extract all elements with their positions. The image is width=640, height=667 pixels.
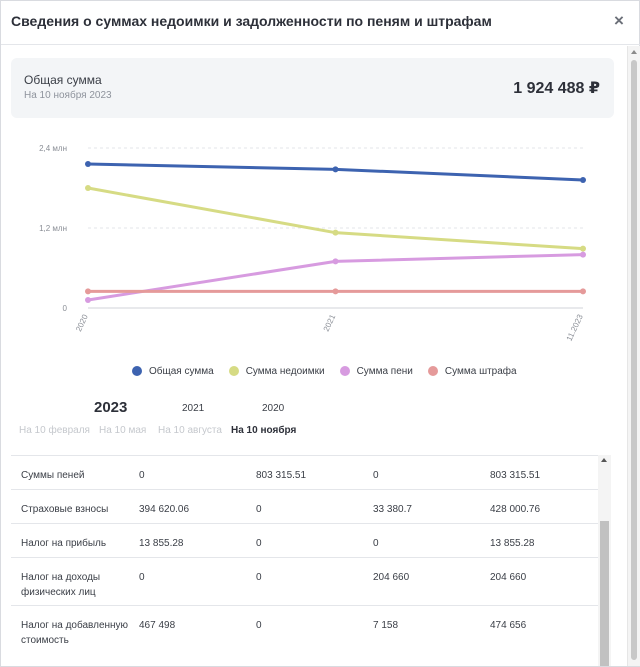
value-cell: 0 — [139, 470, 145, 481]
x-tick-label: 2021 — [321, 313, 338, 333]
data-point — [85, 297, 91, 303]
chart-svg — [1, 131, 627, 361]
x-tick-label: 2020 — [74, 313, 90, 333]
data-point — [333, 230, 339, 236]
legend-item[interactable] — [132, 366, 214, 377]
data-point — [85, 161, 91, 167]
dialog-scroll-thumb[interactable] — [631, 60, 637, 660]
table-row — [11, 558, 599, 606]
series-line — [88, 188, 583, 249]
total-summary-card — [11, 58, 614, 118]
row-label-cell: Налог на доходы физических лиц — [21, 572, 101, 598]
data-point — [580, 252, 586, 258]
summary-total-value: 1 924 488 ₽ — [513, 80, 600, 97]
year-tab[interactable]: 2020 — [262, 403, 285, 414]
value-cell: 474 656 — [490, 620, 527, 631]
table-row — [11, 456, 599, 490]
value-cell: 0 — [256, 538, 262, 549]
value-cell: 204 660 — [373, 572, 410, 583]
legend-dot — [340, 366, 350, 376]
data-point — [333, 288, 339, 294]
value-cell: 803 315.51 — [256, 470, 307, 481]
summary-label: Общая сумма — [24, 73, 102, 87]
legend-label: Общая сумма — [149, 365, 214, 377]
value-cell: 0 — [256, 620, 262, 631]
data-point — [85, 288, 91, 294]
y-tick-label: 1,2 млн — [39, 224, 67, 233]
scroll-up-arrow-icon[interactable] — [601, 458, 607, 462]
table-row — [11, 490, 599, 524]
value-cell: 204 660 — [490, 572, 527, 583]
table-scrollbar[interactable] — [598, 455, 611, 666]
value-cell: 33 380.7 — [373, 504, 412, 515]
data-point — [580, 246, 586, 252]
dialog-scrollbar[interactable] — [627, 46, 640, 666]
legend-dot — [229, 366, 239, 376]
data-point — [333, 166, 339, 172]
value-cell: 0 — [373, 470, 379, 481]
dialog-title: Сведения о суммах недоимки и задолженности по пеням и штрафам — [11, 13, 492, 29]
legend-label: Сумма недоимки — [245, 365, 325, 377]
value-cell: 394 620.06 — [139, 504, 190, 515]
legend-item[interactable] — [340, 366, 413, 377]
data-point — [333, 258, 339, 264]
legend-dot — [428, 366, 438, 376]
data-point — [580, 288, 586, 294]
date-tab[interactable]: На 10 мая — [99, 425, 147, 436]
x-tick-label: 11.2023 — [564, 313, 585, 343]
value-cell: 13 855.28 — [490, 538, 535, 549]
table-scroll-thumb[interactable] — [600, 521, 609, 666]
debt-line-chart — [1, 131, 627, 391]
value-cell: 803 315.51 — [490, 470, 541, 481]
value-cell: 467 498 — [139, 620, 176, 631]
summary-date: На 10 ноября 2023 — [24, 90, 112, 101]
date-tab[interactable]: На 10 февраля — [19, 425, 90, 436]
value-cell: 0 — [256, 572, 262, 583]
y-tick-label: 0 — [62, 304, 67, 313]
value-cell: 0 — [373, 538, 379, 549]
value-cell: 428 000.76 — [490, 504, 541, 515]
legend-item[interactable] — [428, 366, 517, 377]
value-cell: 0 — [139, 572, 145, 583]
scroll-up-arrow-icon[interactable] — [631, 50, 637, 54]
row-label-cell: Суммы пеней — [21, 470, 85, 481]
legend-label: Сумма штрафа — [444, 365, 517, 377]
legend-dot — [132, 366, 142, 376]
debt-table — [11, 455, 611, 666]
chart-legend — [132, 364, 532, 378]
data-point — [85, 185, 91, 191]
row-label-cell: Налог на добавленную стоимость — [21, 620, 129, 646]
data-point — [580, 177, 586, 183]
year-tab-active[interactable]: 2023 — [94, 399, 128, 416]
value-cell: 13 855.28 — [139, 538, 184, 549]
row-label-cell: Страховые взносы — [21, 504, 109, 515]
date-tab[interactable]: На 10 августа — [158, 425, 222, 436]
value-cell: 7 158 — [373, 620, 399, 631]
legend-label: Сумма пени — [356, 365, 413, 377]
close-button[interactable]: × — [614, 11, 624, 30]
year-tab[interactable]: 2021 — [182, 403, 205, 414]
date-tab-active[interactable]: На 10 ноября — [231, 425, 297, 436]
legend-item[interactable] — [229, 366, 325, 377]
table-row — [11, 606, 599, 666]
table-row — [11, 524, 599, 558]
dialog-header — [1, 1, 640, 45]
value-cell: 0 — [256, 504, 262, 515]
row-label-cell: Налог на прибыль — [21, 538, 107, 549]
y-tick-label: 2,4 млн — [39, 144, 67, 153]
